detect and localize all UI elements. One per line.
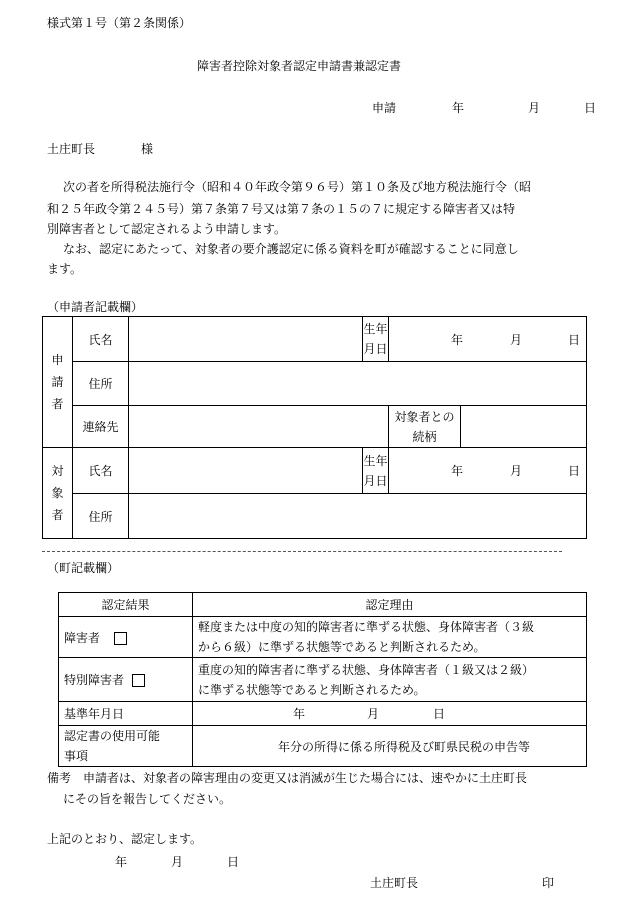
usable-label-line-2: 事項 [64, 749, 89, 763]
target-group-label: 対象者 [51, 464, 64, 522]
application-day-unit: 日 [584, 101, 597, 115]
certification-day-unit: 日 [227, 855, 240, 869]
usable-label [59, 726, 193, 767]
usable-label-line-1: 認定書の使用可能 [64, 729, 161, 743]
applicant-contact-field[interactable] [129, 406, 389, 448]
target-address-field[interactable] [129, 494, 587, 539]
applicant-birth-label-2: 月日 [363, 342, 388, 356]
applicant-table [42, 316, 587, 539]
body-line-5: ます。 [47, 262, 83, 276]
target-name-label: 氏名 [73, 448, 129, 494]
special-label: 特別障害者 [64, 673, 125, 687]
certification-statement: 上記のとおり、認定します。 [47, 832, 203, 846]
disabled-label: 障害者 [64, 630, 101, 645]
applicant-name-field[interactable] [129, 317, 363, 362]
applicant-contact-label: 連絡先 [73, 406, 129, 448]
reason-header: 認定理由 [193, 593, 587, 617]
town-section-caption: （町記載欄） [47, 561, 120, 575]
body-line-2: 和２５年政令第２４５号）第７条第７号又は第７条の１５の７に規定する障害者又は特 [47, 202, 516, 216]
body-line-3: 別障害者として認定されるよう申請します。 [47, 222, 287, 236]
target-group-cell [43, 448, 73, 539]
target-birth-month-unit: 月 [510, 464, 523, 478]
certification-date [115, 853, 239, 870]
document-title: 障害者控除対象者認定申請書兼認定書 [197, 59, 402, 73]
base-date-label: 基準年月日 [59, 702, 193, 726]
target-birth-year-unit: 年 [451, 464, 464, 478]
certification-year-unit: 年 [115, 855, 128, 869]
addressee-name: 土庄町長 [47, 142, 96, 156]
application-month-unit: 月 [528, 101, 541, 115]
disabled-reason [193, 617, 587, 658]
certification-month-unit: 月 [171, 855, 184, 869]
application-year-unit: 年 [452, 101, 465, 115]
disabled-reason-line-2: から６級）に準ずる状態等であると判断されるため。 [198, 640, 486, 654]
base-date-field[interactable] [193, 702, 587, 726]
applicant-birth-field[interactable] [389, 317, 587, 362]
target-birth-label-2: 月日 [363, 473, 388, 488]
special-result-cell [59, 658, 193, 702]
disabled-reason-line-1: 軽度または中度の知的障害者に準ずる状態、身体障害者（３級 [198, 620, 535, 634]
target-birth-day-unit: 日 [568, 464, 581, 478]
relation-label-1: 対象者との [394, 409, 455, 424]
seal-mark: 印 [542, 876, 555, 890]
special-reason-line-1: 重度の知的障害者に準ずる状態、身体障害者（１級又は２級） [198, 662, 535, 677]
special-reason [193, 658, 587, 702]
application-date-label: 申請 [372, 101, 397, 115]
applicant-address-field[interactable] [129, 362, 587, 406]
target-birth-label [363, 448, 389, 494]
applicant-address-label: 住所 [73, 362, 129, 406]
target-address-label: 住所 [73, 494, 129, 539]
applicant-group-label: 申請者 [51, 353, 64, 411]
target-birth-label-1: 生年 [363, 453, 388, 468]
target-name-field[interactable] [129, 448, 363, 494]
applicant-birth-label [363, 317, 389, 362]
applicant-birth-year-unit: 年 [451, 332, 464, 347]
town-table [58, 592, 587, 767]
special-reason-line-2: に準ずる状態等であると判断されるため。 [198, 682, 426, 697]
base-date-year-unit: 年 [293, 707, 306, 721]
applicant-group-cell [43, 317, 73, 448]
base-date-month-unit: 月 [367, 707, 380, 721]
addressee [47, 140, 153, 157]
applicant-name-label: 氏名 [73, 317, 129, 362]
body-line-4: なお、認定にあたって、対象者の要介護認定に係る資料を町が確認することに同意し [63, 242, 519, 256]
applicant-birth-month-unit: 月 [510, 332, 523, 347]
application-date [372, 99, 596, 116]
section-divider [42, 551, 562, 552]
addressee-honorific: 様 [141, 142, 154, 156]
special-checkbox[interactable] [132, 674, 145, 687]
relation-label [389, 406, 461, 448]
relation-label-2: 続柄 [412, 429, 437, 444]
remarks-line-2: にその旨を報告してください。 [63, 792, 232, 806]
usable-value: 年分の所得に係る所得税及び町県民税の申告等 [193, 726, 587, 767]
relation-field[interactable] [461, 406, 587, 448]
applicant-birth-label-1: 生年 [363, 322, 388, 336]
body-line-1: 次の者を所得税法施行令（昭和４０年政令第９６号）第１０条及び地方税法施行令（昭 [63, 180, 532, 194]
base-date-day-unit: 日 [433, 707, 446, 721]
disabled-result-cell [59, 617, 193, 658]
disabled-checkbox[interactable] [114, 632, 127, 645]
certification-issuer: 土庄町長 [370, 876, 419, 890]
applicant-section-caption: （申請者記載欄） [47, 300, 144, 314]
target-birth-field[interactable] [389, 448, 587, 494]
form-number: 様式第１号（第２条関係） [47, 16, 192, 30]
remarks-line-1: 備考 申請者は、対象者の障害理由の変更又は消滅が生じた場合には、速やかに土庄町長 [47, 771, 528, 785]
applicant-birth-day-unit: 日 [568, 332, 581, 347]
result-header: 認定結果 [59, 593, 193, 617]
